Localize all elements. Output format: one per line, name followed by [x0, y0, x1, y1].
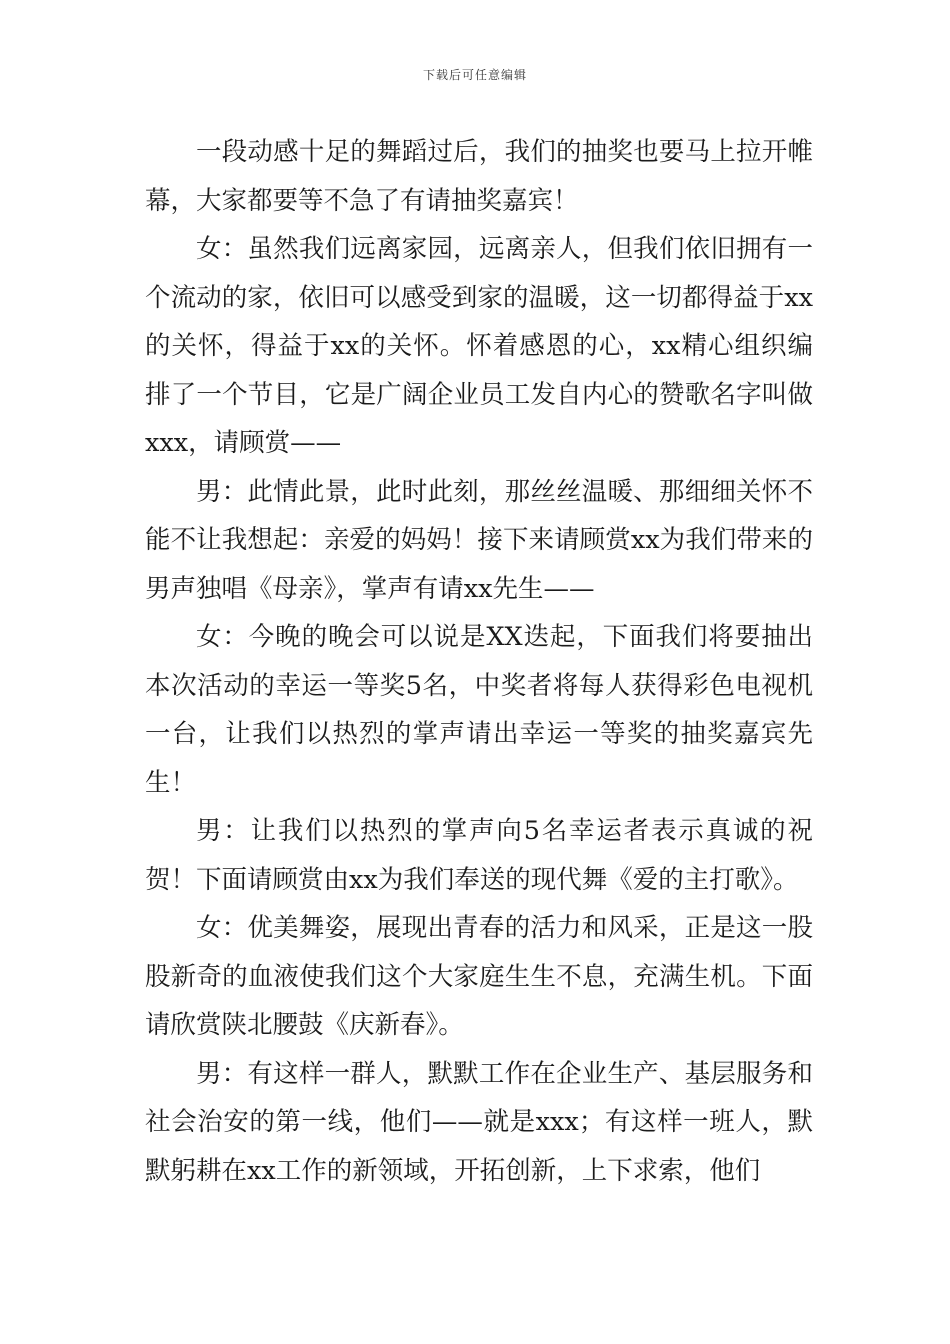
paragraph-7: 男：有这样一群人，默默工作在企业生产、基层服务和社会治安的第一线，他们——就是xxx；有这样一班人，默默躬耕在xx工作的新领域，开拓创新，上下求索，他们 [145, 1058, 813, 1186]
paragraph-6: 女：优美舞姿，展现出青春的活力和风采，正是这一股股新奇的血液使我们这个大家庭生生不息，充满生机。下面请欣赏陕北腰鼓《庆新春》。 [145, 913, 813, 1040]
document-body [145, 128, 813, 1195]
paragraph-2: 女：虽然我们远离家园，远离亲人，但我们依旧拥有一个流动的家，依旧可以感受到家的温暖，这一切都得益于xx的关怀，得益于xx的关怀。怀着感恩的心，xx精心组织编排了一个节目，它是广阔企业员工发自内心的赞歌名字叫做xxx，请顾赏—— [145, 234, 813, 458]
paragraph-1: 一段动感十足的舞蹈过后，我们的抽奖也要马上拉开帷幕，大家都要等不急了有请抽奖嘉宾！ [145, 137, 813, 216]
page-header: 下载后可任意编辑 [422, 68, 527, 82]
paragraph-5: 男：让我们以热烈的掌声向5名幸运者表示真诚的祝贺！下面请顾赏由xx为我们奉送的现代舞《爱的主打歌》。 [145, 816, 813, 895]
paragraph-4: 女：今晚的晚会可以说是XX迭起，下面我们将要抽出本次活动的幸运一等奖5名，中奖者将每人获得彩色电视机一台，让我们以热烈的掌声请出幸运一等奖的抽奖嘉宾先生！ [145, 622, 813, 798]
paragraph-3: 男：此情此景，此时此刻，那丝丝温暖、那细细关怀不能不让我想起：亲爱的妈妈！接下来请顾赏xx为我们带来的男声独唱《母亲》，掌声有请xx先生—— [145, 476, 813, 604]
